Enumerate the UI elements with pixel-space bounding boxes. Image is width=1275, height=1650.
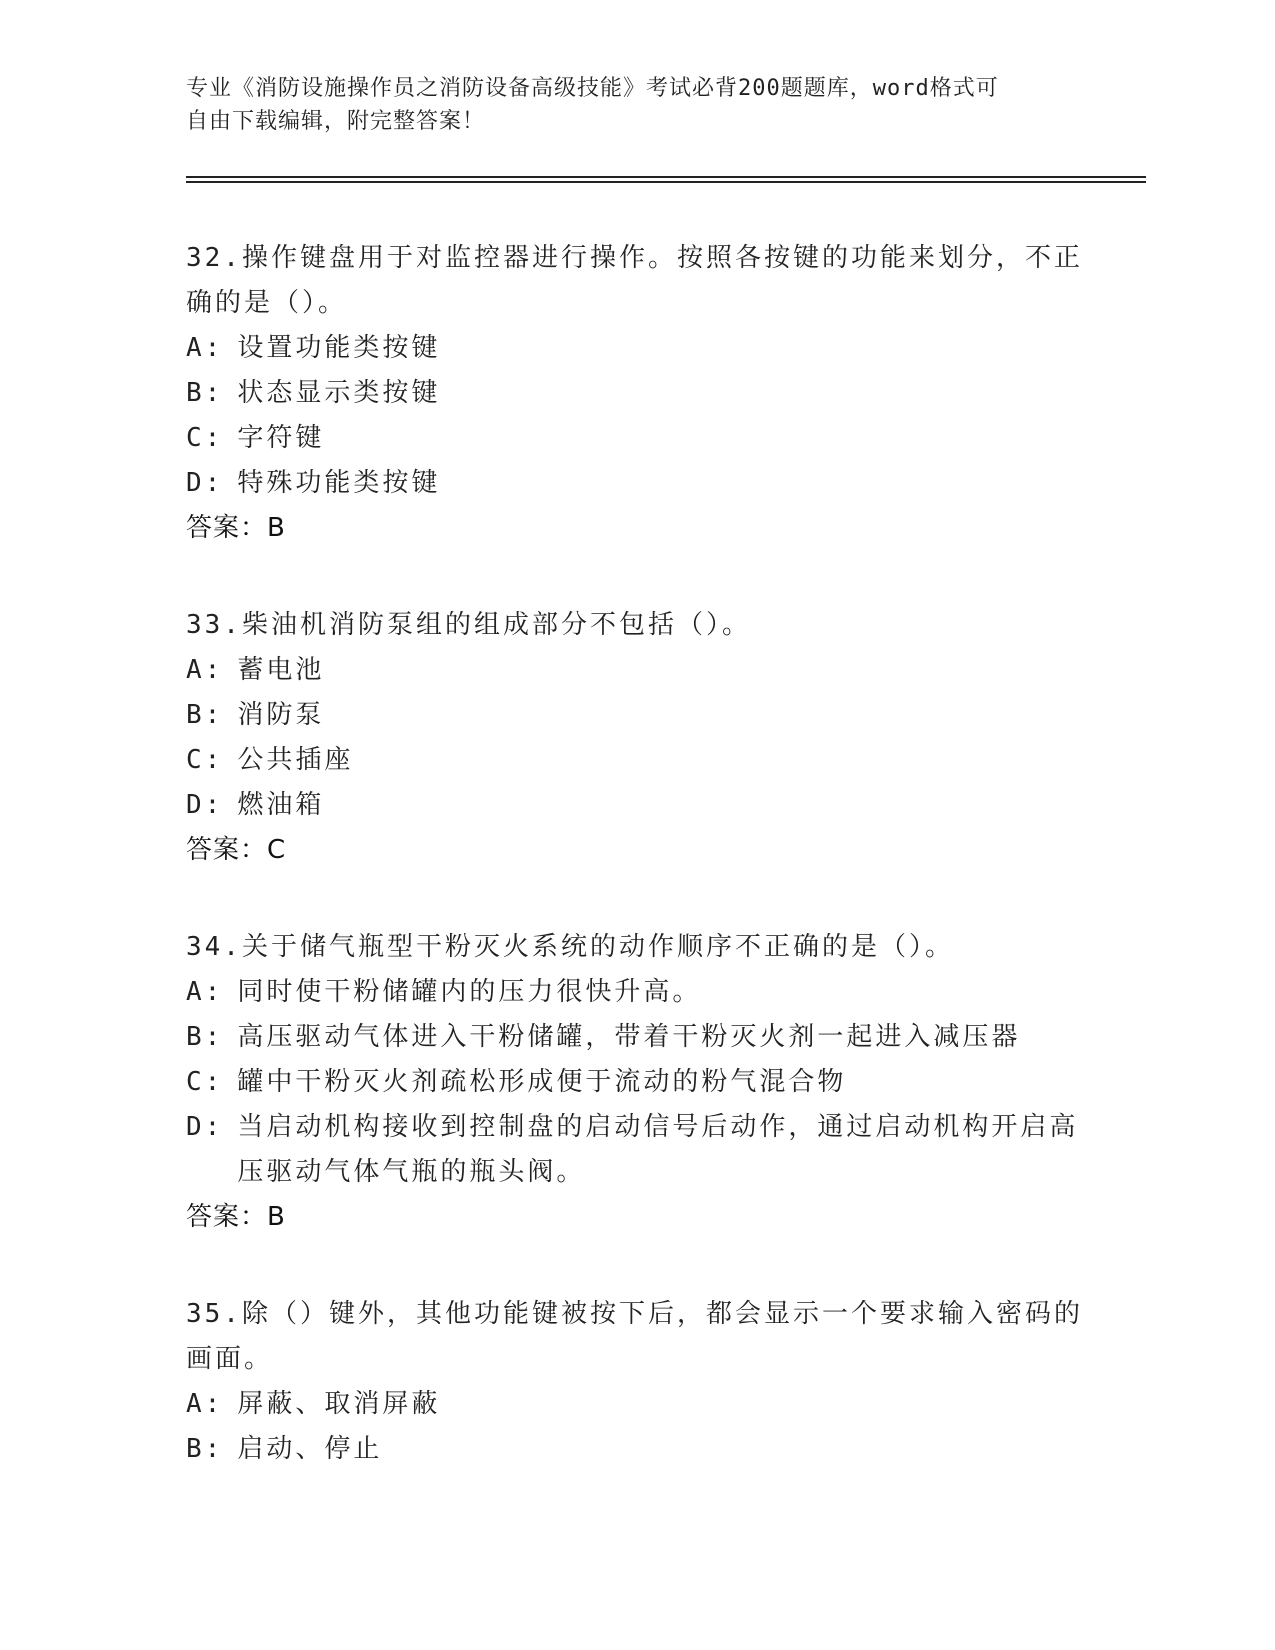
answer-value: B [267, 513, 286, 543]
answer-value: C [267, 835, 287, 865]
option-letter: A [186, 1389, 205, 1419]
answer-label: 答案： [186, 1202, 268, 1232]
question-33 [186, 603, 1086, 873]
option-text: 启动、停止 [237, 1434, 383, 1464]
question-32 [186, 236, 1086, 551]
option-separator: : [204, 468, 224, 498]
option-letter: D [186, 468, 205, 498]
option-text: 消防泵 [237, 700, 325, 730]
option-a [186, 1382, 1086, 1427]
option-b [186, 371, 1086, 416]
option-d [186, 461, 1086, 506]
question-34 [186, 925, 1086, 1240]
option-separator: : [204, 655, 224, 685]
header-line-2: 自由下载编辑，附完整答案！ [186, 109, 486, 134]
option-letter: B [186, 378, 205, 408]
option-separator: : [204, 790, 224, 820]
option-letter: D [186, 790, 205, 820]
option-text: 高压驱动气体进入干粉储罐，带着干粉灭火剂一起进入减压器 [237, 1022, 1021, 1052]
option-c [186, 1060, 1086, 1105]
option-separator: : [204, 333, 224, 363]
header-divider-bottom [186, 181, 1146, 183]
answer-value: B [267, 1202, 286, 1232]
option-text: 罐中干粉灭火剂疏松形成便于流动的粉气混合物 [237, 1067, 847, 1097]
question-35 [186, 1292, 1086, 1472]
option-b [186, 1015, 1086, 1060]
option-separator: : [204, 1067, 224, 1097]
option-letter: A [186, 333, 205, 363]
option-text: 特殊功能类按键 [237, 468, 441, 498]
option-a [186, 326, 1086, 371]
option-letter: B [186, 700, 205, 730]
option-letter: B [186, 1434, 205, 1464]
option-text: 设置功能类按键 [237, 333, 441, 363]
option-letter: D [186, 1112, 205, 1142]
question-stem: 32.操作键盘用于对监控器进行操作。按照各按键的功能来划分，不正确的是（）。 [186, 243, 1083, 318]
option-a [186, 970, 1086, 1015]
option-separator: : [204, 1112, 224, 1142]
option-letter: A [186, 655, 205, 685]
option-letter: B [186, 1022, 205, 1052]
option-separator: : [204, 977, 224, 1007]
option-d [186, 783, 1086, 828]
option-text: 同时使干粉储罐内的压力很快升高。 [237, 977, 702, 1007]
option-separator: : [204, 1389, 224, 1419]
option-text: 燃油箱 [237, 790, 325, 820]
option-text: 状态显示类按键 [237, 378, 441, 408]
header-line-1: 专业《消防设施操作员之消防设备高级技能》考试必背200题题库，word格式可 [186, 76, 999, 101]
option-a [186, 648, 1086, 693]
option-separator: : [204, 700, 224, 730]
option-b [186, 693, 1086, 738]
answer-line [186, 1195, 1086, 1240]
option-text: 蓄电池 [237, 655, 325, 685]
question-stem: 35.除（）键外，其他功能键被按下后，都会显示一个要求输入密码的画面。 [186, 1299, 1083, 1374]
option-text: 字符键 [237, 423, 325, 453]
option-d [186, 1105, 1086, 1195]
option-text: 当启动机构接收到控制盘的启动信号后动作，通过启动机构开启高压驱动气体气瓶的瓶头阀。 [237, 1112, 1079, 1187]
question-stem: 33.柴油机消防泵组的组成部分不包括（）。 [186, 610, 751, 640]
option-separator: : [204, 378, 224, 408]
option-letter: A [186, 977, 205, 1007]
header-note [186, 72, 1066, 138]
answer-line [186, 828, 1086, 873]
option-text: 公共插座 [237, 745, 354, 775]
option-letter: C [186, 423, 205, 453]
option-letter: C [186, 745, 205, 775]
option-b [186, 1427, 1086, 1472]
question-list [186, 236, 1086, 1524]
option-separator: : [204, 745, 224, 775]
option-text: 屏蔽、取消屏蔽 [237, 1389, 441, 1419]
answer-line [186, 506, 1086, 551]
option-c [186, 416, 1086, 461]
header-divider-top [186, 176, 1146, 178]
option-separator: : [204, 1022, 224, 1052]
answer-label: 答案： [186, 513, 268, 543]
option-c [186, 738, 1086, 783]
answer-label: 答案： [186, 835, 268, 865]
option-separator: : [204, 423, 224, 453]
option-separator: : [204, 1434, 224, 1464]
option-letter: C [186, 1067, 205, 1097]
question-stem: 34.关于储气瓶型干粉灭火系统的动作顺序不正确的是（）。 [186, 932, 954, 962]
